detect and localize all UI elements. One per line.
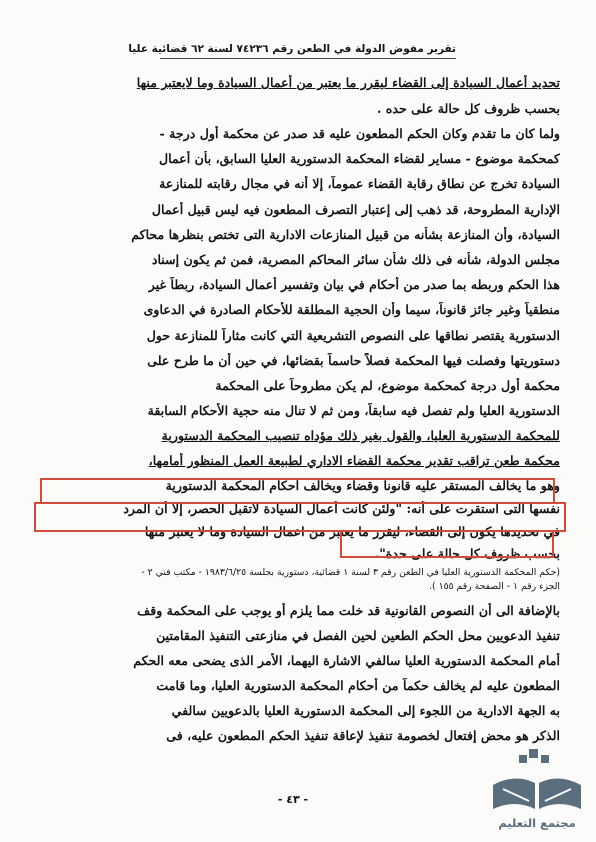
text-line: الدستورية يقتصر نطاقها على النصوص التشريعية التي كانت مثاراً للمنازعة حول <box>146 328 560 343</box>
text-line: الذكر هو محض إفتعال لخصومة تنفيذ لإعاقة تنفيذ الحكم المطعون عليه، فى <box>166 728 560 743</box>
watermark-text: مجتمع التعليم <box>498 816 576 830</box>
text-line: الدستورية العليا ولم تفصل فيه سابقاً، ومن ثم لا تنال منه حجية الأحكام السابقة <box>147 403 560 418</box>
text-line: الإدارية المطروحة، قد ذهب إلى إعتبار التصرف المطعون فيه ليس قبيل أعمال <box>151 202 560 217</box>
page-number: - ٤٣ - <box>277 793 309 806</box>
text-line: بالإضافة الى أن النصوص القانونية قد خلت مما يلزم أو يوجب على المحكمة وقف <box>137 603 560 618</box>
text-line: منطقياً وغير جائز قانوناً، سيما وأن الحجية المطلقة للأحكام الصادرة في الدعاوى <box>143 302 560 317</box>
text-line: دستوريتها وفصلت فيها المحكمة فصلاً حاسماً بقضائها، في حين أن ما طرح على <box>147 353 560 368</box>
text-line: بحسب ظروف كل حالة على حدة". <box>374 546 560 561</box>
text-line: تنفيذ الدعويين محل الحكم الطعين لحين الفصل في منازعتى التنفيذ المقامتين <box>156 628 560 643</box>
citation-line: (حكم المحكمة الدستورية العليا في الطعن رقم ٣ لسنة ١ قضائية، دستورية بجلسة ١٩٨٣/٦/٢٥ - مكتب فني ٢ - <box>141 567 560 578</box>
text-line: نفسها التى استقرت على أنه: "ولئن كانت أعمال السيادة لاتقبل الحصر، إلا أن المرد <box>123 501 560 516</box>
text-line: السيادة، وأن المنازعة بشأنه من قبيل المنازعات الادارية التى تختص بنظرها محاكم <box>131 227 560 242</box>
text-line: محكمة أول درجة كمحكمة موضوع، لم يكن مطروحاً على المحكمة <box>215 378 560 393</box>
text-line: للمحكمة الدستورية العليا، والقول بغير ذلك مؤداه تنصيب المحكمة الدستورية <box>161 428 560 443</box>
text-line: بحسب ظروف كل حالة على حده . <box>377 101 560 116</box>
text-line: أمام المحكمة الدستورية العليا سالفي الاشارة اليهما، الأمر الذى يضحى معه الحكم <box>133 653 560 668</box>
highlight-box-quote-middle <box>34 502 566 532</box>
text-line: مجلس الدولة، شأنه فى ذلك شأن سائر المحاكم المصرية، فمن ثم يكون إسناد <box>151 252 560 267</box>
citation-line: الجزء رقم ١ - الصفحة رقم ١٥٥ ). <box>429 581 560 592</box>
highlight-box-quote-start <box>40 478 555 504</box>
text-line: محكمة طعن تراقب تقدير محكمة القضاء الاداري لطبيعة العمل المنظور أمامها، <box>148 453 560 468</box>
text-line: وهو ما يخالف المستقر عليه قانوناً وقضاء ويخالف أحكام المحكمة الدستورية <box>165 478 560 493</box>
text-line: ولما كان ما تقدم وكان الحكم المطعون عليه قد صدر عن محكمة أول درجة - <box>159 126 560 141</box>
text-line: في تحديدها يكون إلى القضاء، ليقرر ما يعتبر من اعمال السيادة وما لا يعتبر منها <box>144 524 560 539</box>
text-line: السيادة تخرج عن نطاق رقابة القضاء عموماً، إلا أنه في مجال رقابته للمنازعة <box>159 176 560 191</box>
text-line: تحديد أعمال السيادة إلى القضاء ليقرر ما يعتبر من أعمال السيادة وما لايعتبر منها <box>136 75 560 90</box>
text-line: به الجهة الادارية من اللجوء إلى المحكمة الدستورية العليا بالدعويين سالفي <box>171 703 560 718</box>
highlight-box-quote-end <box>340 530 554 558</box>
text-line: هذا الحكم وربطه بما صدر من أحكام في بيان وتفسير أعمال السيادة، ربطاً غير <box>148 277 560 292</box>
page-header: تقرير مفوض الدولة في الطعن رقم ٧٤٢٣٦ لسنة ٦٢ قضائية عليا <box>160 40 456 59</box>
text-line: المطعون عليه لم يخالف حكماً من أحكام المحكمة الدستورية العليا، وما قامت <box>156 678 560 693</box>
text-line: كمحكمة موضوع - مساير لقضاء المحكمة الدستورية العليا السابق، بأن أعمال <box>158 151 560 166</box>
